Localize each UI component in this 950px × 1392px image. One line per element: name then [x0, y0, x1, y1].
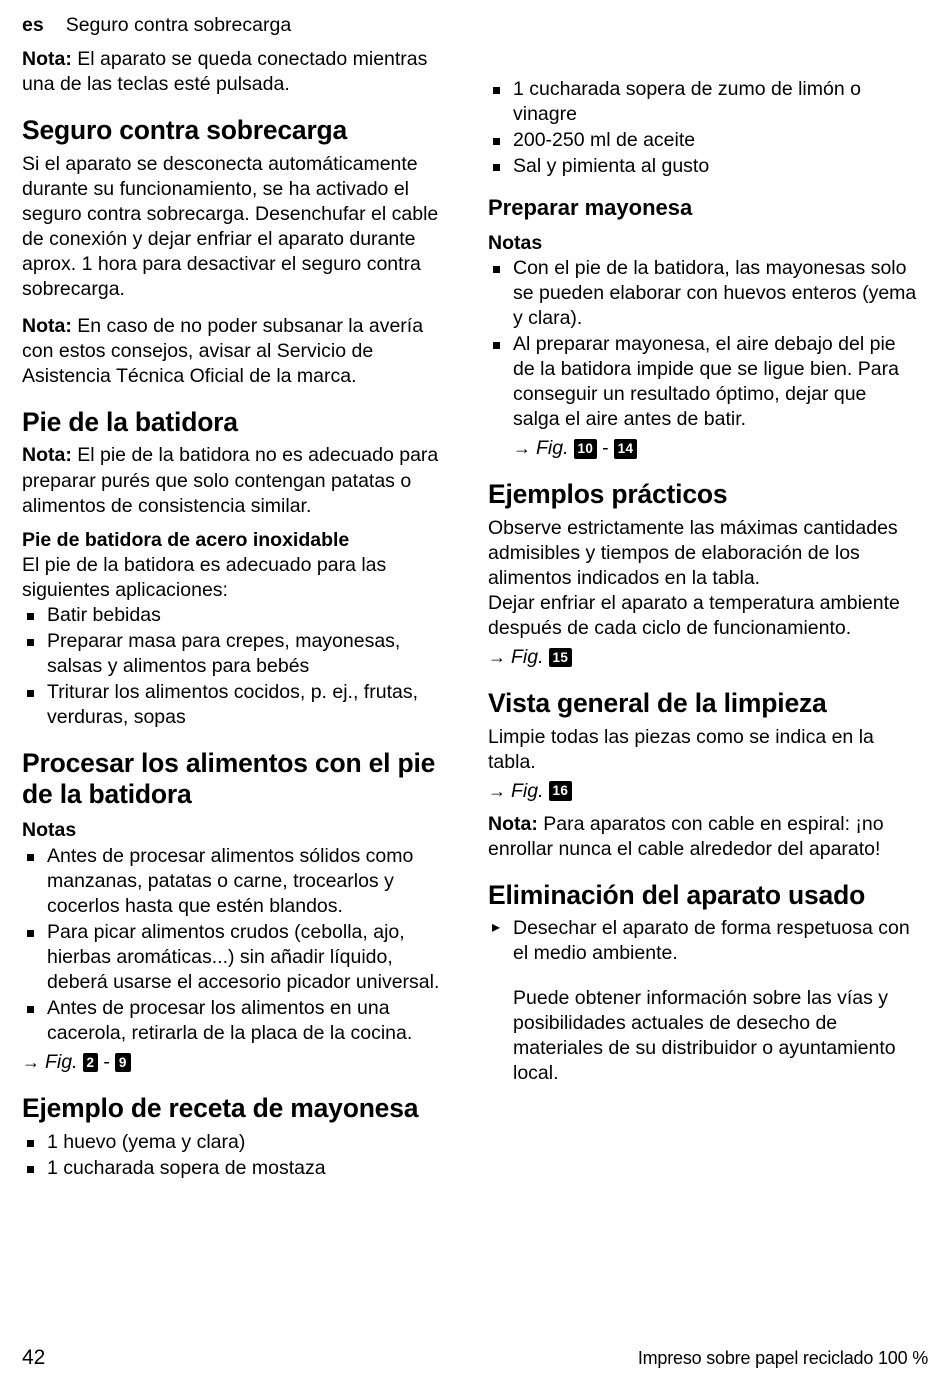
intro-note [22, 47, 452, 97]
subsection-prepare-mayonnaise: Preparar mayonesa [488, 195, 693, 221]
arrow-icon: → [22, 1051, 40, 1072]
section2-bullet-list [22, 603, 452, 730]
left-column [22, 47, 452, 1182]
subsection-stainless-foot: Pie de batidora de acero inoxidable [22, 528, 350, 551]
list-item: Triturar los alimentos cocidos, p. ej., frutas, verduras, sopas [22, 680, 452, 730]
two-column-body [22, 47, 928, 1182]
running-header-title: Seguro contra sobrecarga [65, 14, 292, 36]
figure-label: Fig. [45, 1051, 78, 1074]
figure-number-badge: 9 [115, 1053, 131, 1073]
list-item: 1 cucharada sopera de mostaza [22, 1156, 452, 1181]
subsection-notes-2: Notas [488, 231, 543, 254]
figure-number-badge: 16 [549, 781, 573, 801]
section7-note-text: Para aparatos con cable en espiral: ¡no enrollar nunca el cable alrededor del aparato! [488, 812, 884, 860]
list-item: ▸ Desechar el aparato de forma respetuosa con el medio ambiente. [488, 916, 918, 966]
page-header [22, 14, 928, 37]
arrow-icon: → [488, 780, 506, 801]
section-title-blender-foot: Pie de la batidora [22, 406, 238, 437]
page-footer [22, 1346, 928, 1370]
list-item: 200-250 ml de aceite [488, 128, 918, 153]
section7-paragraph: Limpie todas las piezas como se indica en la tabla. [488, 725, 874, 773]
section-title-processing-food: Procesar los alimentos con el pie de la batidora [22, 748, 436, 809]
figure-number-badge: 15 [549, 648, 573, 668]
list-item: Antes de procesar alimentos sólidos como manzanas, patatas o carne, trocearlos y cocerlos hasta que estén blandos. [22, 844, 452, 919]
list-item: Para picar alimentos crudos (cebolla, ajo, hierbas aromáticas...) sin añadir líquido, deberá usarse el accesorio picador universal. [22, 920, 452, 995]
figure-number-badge: 10 [574, 439, 598, 459]
subsection-notes-1: Notas [22, 819, 77, 842]
section8-paragraph: Puede obtener información sobre las vías y posibilidades actuales de desecho de materiales de su distribuidor o ayuntamiento local. [513, 986, 896, 1084]
figure-number-badge: 2 [83, 1053, 99, 1073]
page-number: 42 [22, 1346, 46, 1369]
section2-note-text: El pie de la batidora no es adecuado para preparar purés que solo contengan patatas o alimentos de consistencia similar. [22, 444, 439, 517]
section2-note [22, 443, 452, 518]
list-item: Al preparar mayonesa, el aire debajo del pie de la batidora impide que se ligue bien. Para conseguir un resultado óptimo, dejar que salga el aire antes de batir. [488, 332, 918, 432]
section8-action-list [488, 916, 918, 966]
figure-reference-2-9 [22, 1050, 452, 1075]
recipe-continuation-list [488, 77, 918, 179]
section2-note-label: Nota: [22, 444, 72, 467]
section-title-cleaning-overview: Vista general de la limpieza [488, 688, 827, 719]
section6-paragraph-2: Dejar enfriar el aparato a temperatura ambiente después de cada ciclo de funcionamiento. [488, 591, 900, 639]
section1-note-label: Nota: [22, 314, 72, 337]
section3-bullet-list [22, 844, 452, 1046]
list-item: Batir bebidas [22, 603, 452, 628]
section1-note-text: En caso de no poder subsanar la avería con estos consejos, avisar al Servicio de Asistencia Técnica Oficial de la marca. [22, 314, 424, 387]
list-item: Antes de procesar los alimentos en una cacerola, retirarla de la placa de la cocina. [22, 996, 452, 1046]
section-title-practical-examples: Ejemplos prácticos [488, 479, 728, 510]
figure-label: Fig. [511, 779, 544, 802]
figure-label: Fig. [536, 437, 569, 460]
section-title-mayonnaise-recipe: Ejemplo de receta de mayonesa [22, 1093, 419, 1124]
figure-number-badge: 14 [614, 439, 638, 459]
arrow-icon: → [488, 647, 506, 667]
list-item: 1 huevo (yema y clara) [22, 1130, 452, 1155]
list-item: Con el pie de la batidora, las mayonesas solo se pueden elaborar con huevos enteros (yema y clara). [488, 256, 918, 331]
section6-paragraph-1: Observe estrictamente las máximas cantidades admisibles y tiempos de elaboración de los alimentos indicados en la tabla. [488, 516, 898, 589]
section-title-overload-protection: Seguro contra sobrecarga [22, 115, 348, 146]
section-title-disposal: Eliminación del aparato usado [488, 879, 866, 910]
figure-reference-15 [488, 645, 918, 670]
language-code: es [22, 14, 44, 36]
figure-label: Fig. [511, 646, 544, 669]
list-item: 1 cucharada sopera de zumo de limón o vinagre [488, 77, 918, 127]
section1-note [22, 314, 452, 389]
intro-note-label: Nota: [22, 48, 72, 70]
section4-bullet-list [22, 1130, 452, 1181]
section7-note [488, 812, 918, 862]
list-item: Sal y pimienta al gusto [488, 154, 918, 179]
section2-paragraph: El pie de la batidora es adecuado para las siguientes aplicaciones: [22, 553, 387, 602]
figure-reference-16 [488, 779, 918, 804]
section5-bullet-list [488, 256, 918, 432]
intro-note-text: El aparato se queda conectado mientras una de las teclas esté pulsada. [22, 48, 428, 96]
figure-range-dash: - [602, 437, 609, 460]
list-item: Preparar masa para crepes, mayonesas, salsas y alimentos para bebés [22, 629, 452, 679]
section1-paragraph: Si el aparato se desconecta automáticamente durante su funcionamiento, se ha activado el seguro contra sobrecarga. Desenchufar el cable de conexión y dejar enfriar el aparato durante aprox. 1 hora para desactivar el seguro contra sobrecarga. [22, 152, 439, 300]
figure-reference-10-14 [488, 436, 918, 461]
arrow-icon: → [513, 438, 531, 459]
figure-range-dash: - [103, 1051, 110, 1074]
section7-note-label: Nota: [488, 812, 538, 835]
right-column [488, 47, 918, 1106]
footer-credit: Impreso sobre papel reciclado 100 % [637, 1348, 928, 1368]
